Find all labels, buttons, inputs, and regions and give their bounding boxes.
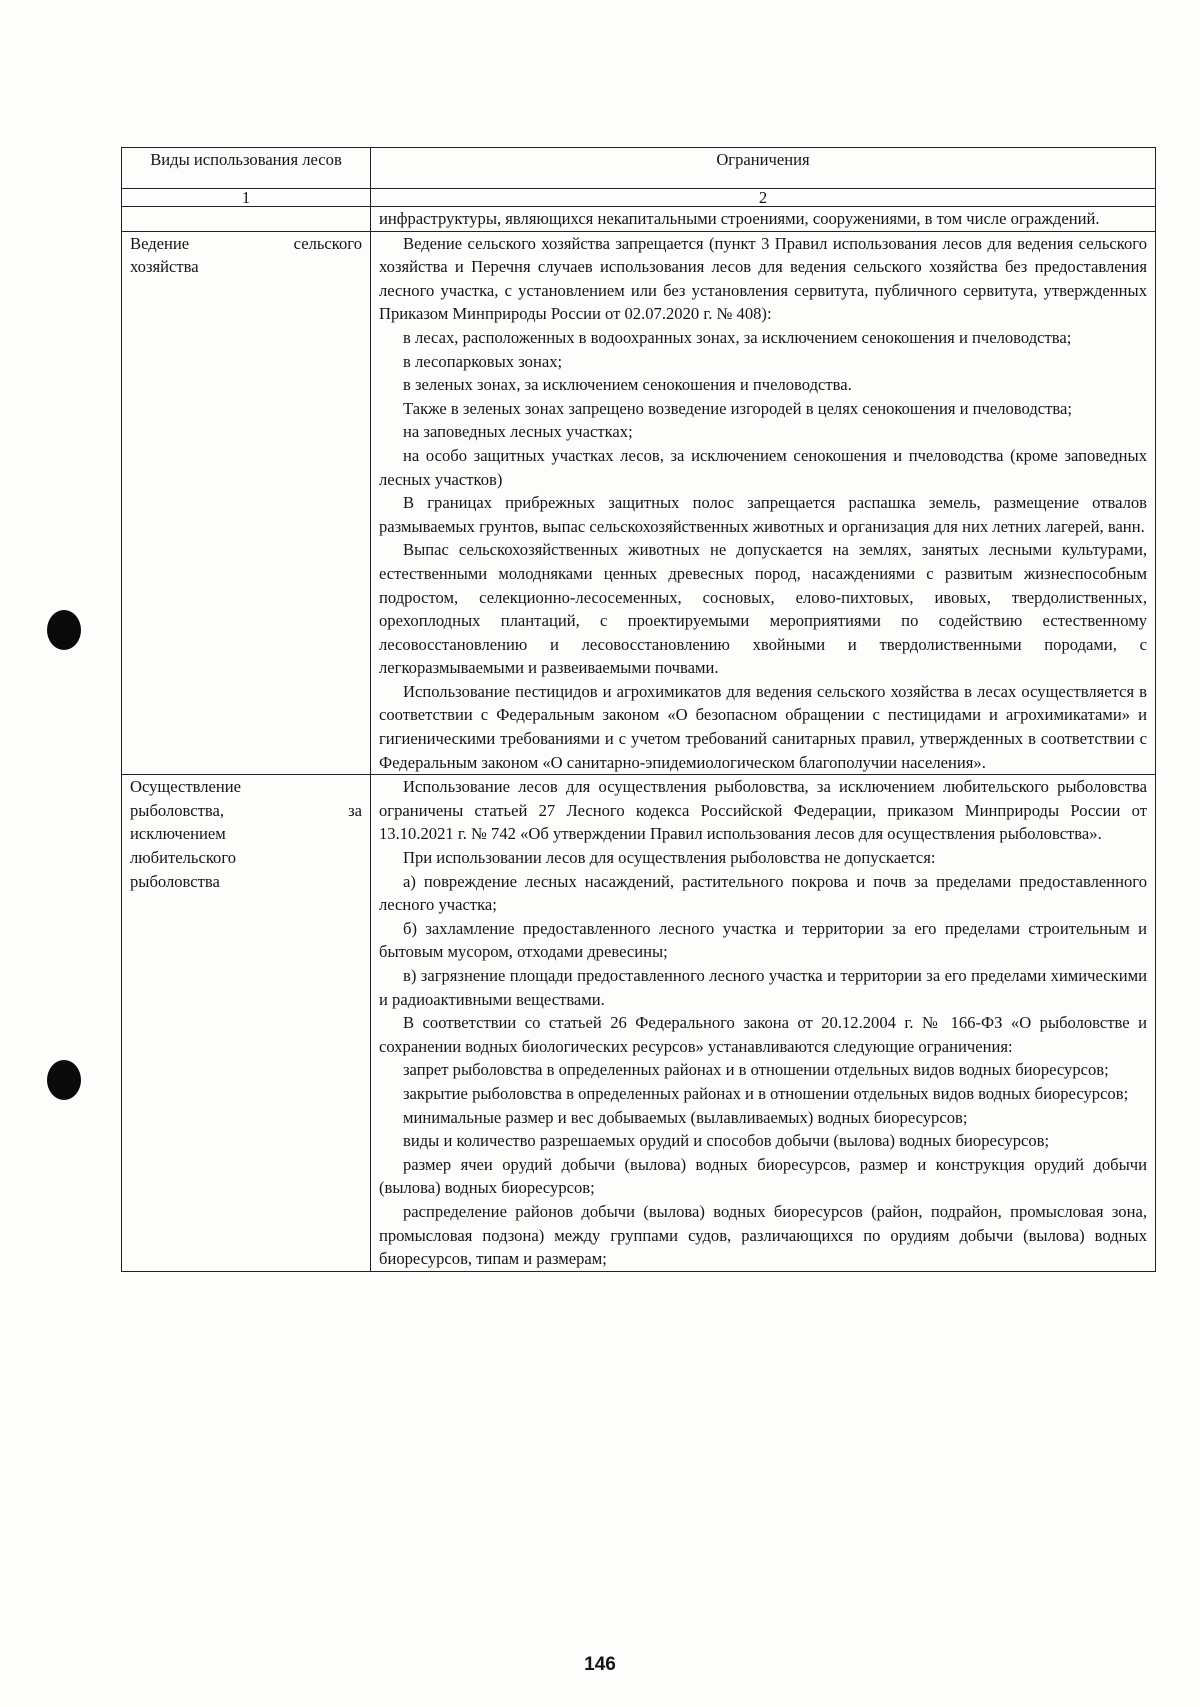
scan-punch-hole-top — [47, 610, 81, 650]
page-number: 146 — [584, 1654, 616, 1675]
table-row-fishing — [122, 775, 1156, 1271]
continuation-right-cell — [371, 207, 1156, 232]
continuation-left-cell — [122, 207, 371, 232]
fishing-use-type — [122, 775, 371, 1271]
fishing-paragraph: а) повреждение лесных насаждений, растительного покрова и почв за пределами предоставленного лесного участка; — [379, 871, 1147, 915]
agriculture-paragraph: Также в зеленых зонах запрещено возведение изгородей в целях сенокошения и пчеловодства; — [403, 398, 1072, 418]
agriculture-paragraph: в зеленых зонах, за исключением сенокошения и пчеловодства. — [403, 375, 852, 395]
column-number-2: 2 — [371, 189, 1156, 207]
agriculture-paragraph: в лесах, расположенных в водоохранных зонах, за исключением сенокошения и пчеловодства; — [403, 327, 1072, 347]
fishing-paragraph: б) захламление предоставленного лесного участка и территории за его пределами строительным и бытовым мусором, отходами древесины; — [379, 918, 1147, 962]
restrictions-table — [121, 147, 1156, 1272]
agriculture-paragraph: в лесопарковых зонах; — [403, 351, 563, 371]
agriculture-restrictions — [371, 231, 1156, 775]
fishing-paragraph: размер ячеи орудий добычи (вылова) водных биоресурсов, размер и конструкция орудий добычи (вылова) водных биоресурсов; — [379, 1154, 1147, 1198]
agriculture-paragraph: Использование пестицидов и агрохимикатов для ведения сельского хозяйства в лесах осуществляется в соответствии с Федеральным законом «О безопасном обращении с пестицидами и агрохимикатами» и гигиеническими требованиями и с учетом требований санитарных правил, утвержденных в соответствии с Федеральным законом «О санитарно-эпидемиологическом благополучии населения». — [379, 681, 1147, 772]
table-row-agriculture — [122, 231, 1156, 775]
fishing-paragraph: распределение районов добычи (вылова) водных биоресурсов (район, подрайон, промысловая зона, промысловая подзона) между группами судов, различающихся по орудиям добычи (вылова) водных биоресурсов, типам и размерам; — [379, 1201, 1147, 1269]
agriculture-paragraph: Ведение сельского хозяйства запрещается (пункт 3 Правил использования лесов для ведения сельского хозяйства и Перечня случаев использования лесов для ведения сельского хозяйства без предоставления лесного участка, с установлением или без установления сервитута, публичного сервитута, утвержденных Приказом Минприроды России от 02.07.2020 г. № 408): — [379, 233, 1147, 324]
continuation-paragraph: инфраструктуры, являющихся некапитальными строениями, сооружениями, в том числе ограждений. — [379, 209, 1100, 228]
agriculture-use-type — [122, 231, 371, 775]
fishing-paragraph: виды и количество разрешаемых орудий и способов добычи (вылова) водных биоресурсов; — [403, 1131, 1050, 1151]
agriculture-paragraph: на заповедных лесных участках; — [403, 422, 633, 442]
column-number-1: 1 — [122, 189, 371, 207]
fishing-paragraph: минимальные размер и вес добываемых (вылавливаемых) водных биоресурсов; — [403, 1107, 968, 1127]
agriculture-paragraph: на особо защитных участках лесов, за исключением сенокошения и пчеловодства (кроме заповедных лесных участков) — [379, 445, 1147, 489]
fishing-paragraph: Использование лесов для осуществления рыболовства, за исключением любительского рыболовства ограничены статьей 27 Лесного кодекса Российской Федерации, приказом Минприроды России от 13.10.2021 г. № 742 «Об утверждении Правил использования лесов для осуществления рыболовства». — [379, 777, 1147, 844]
fishing-title-line1: Осуществление — [130, 777, 241, 797]
fishing-paragraph: в) загрязнение площади предоставленного лесного участка и территории за его пределами химическими и радиоактивными веществами. — [379, 966, 1147, 1009]
scan-punch-hole-bottom — [47, 1060, 81, 1100]
agriculture-paragraph: Выпас сельскохозяйственных животных не допускается на землях, занятых лесными культурами, естественными молодняками ценных древесных пород, насаждениями с развитым жизнеспособным подростом, селекционно-лесосеменных, сосновых, елово-пихтовых, ивовых, твердолиственных, орехоплодных плантаций, с проектируемыми мероприятиями по содействию естественному лесовосстановлению и лесовосстановлению хвойными и твердолиственными породами, с легкоразмываемыми и развеиваемыми почвами. — [379, 540, 1147, 678]
fishing-title-line5: рыболовства — [130, 871, 220, 891]
agriculture-title-word2: сельского — [293, 233, 362, 253]
agriculture-paragraph: В границах прибрежных защитных полос запрещается распашка земель, размещение отвалов размываемых грунтов, выпас сельскохозяйственных животных и организация для них летних лагерей, ванн. — [379, 493, 1147, 536]
agriculture-title-word1: Ведение — [130, 233, 190, 253]
fishing-title-line3: исключением — [130, 824, 226, 844]
column-number-row — [122, 189, 1156, 207]
header-restrictions: Ограничения — [371, 148, 1156, 189]
fishing-paragraph: закрытие рыболовства в определенных районах и в отношении отдельных видов водных биоресурсов; — [403, 1083, 1129, 1103]
fishing-paragraph: запрет рыболовства в определенных районах и в отношении отдельных видов водных биоресурсов; — [403, 1060, 1109, 1080]
fishing-title-line4: любительского — [130, 848, 237, 868]
table-row-continuation — [122, 207, 1156, 232]
fishing-paragraph: При использовании лесов для осуществления рыболовства не допускается: — [403, 848, 936, 868]
fishing-paragraph: В соответствии со статьей 26 Федерального закона от 20.12.2004 г. № 166-ФЗ «О рыболовстве и сохранении водных биологических ресурсов» устанавливаются следующие ограничения: — [379, 1013, 1147, 1056]
fishing-title-word-rybolovstva: рыболовства, — [130, 800, 225, 820]
table-header-row — [122, 148, 1156, 189]
header-forest-use-types: Виды использования лесов — [122, 148, 371, 189]
fishing-restrictions — [371, 775, 1156, 1271]
agriculture-title-word3: хозяйства — [130, 257, 199, 277]
fishing-title-word-za: за — [348, 800, 362, 820]
